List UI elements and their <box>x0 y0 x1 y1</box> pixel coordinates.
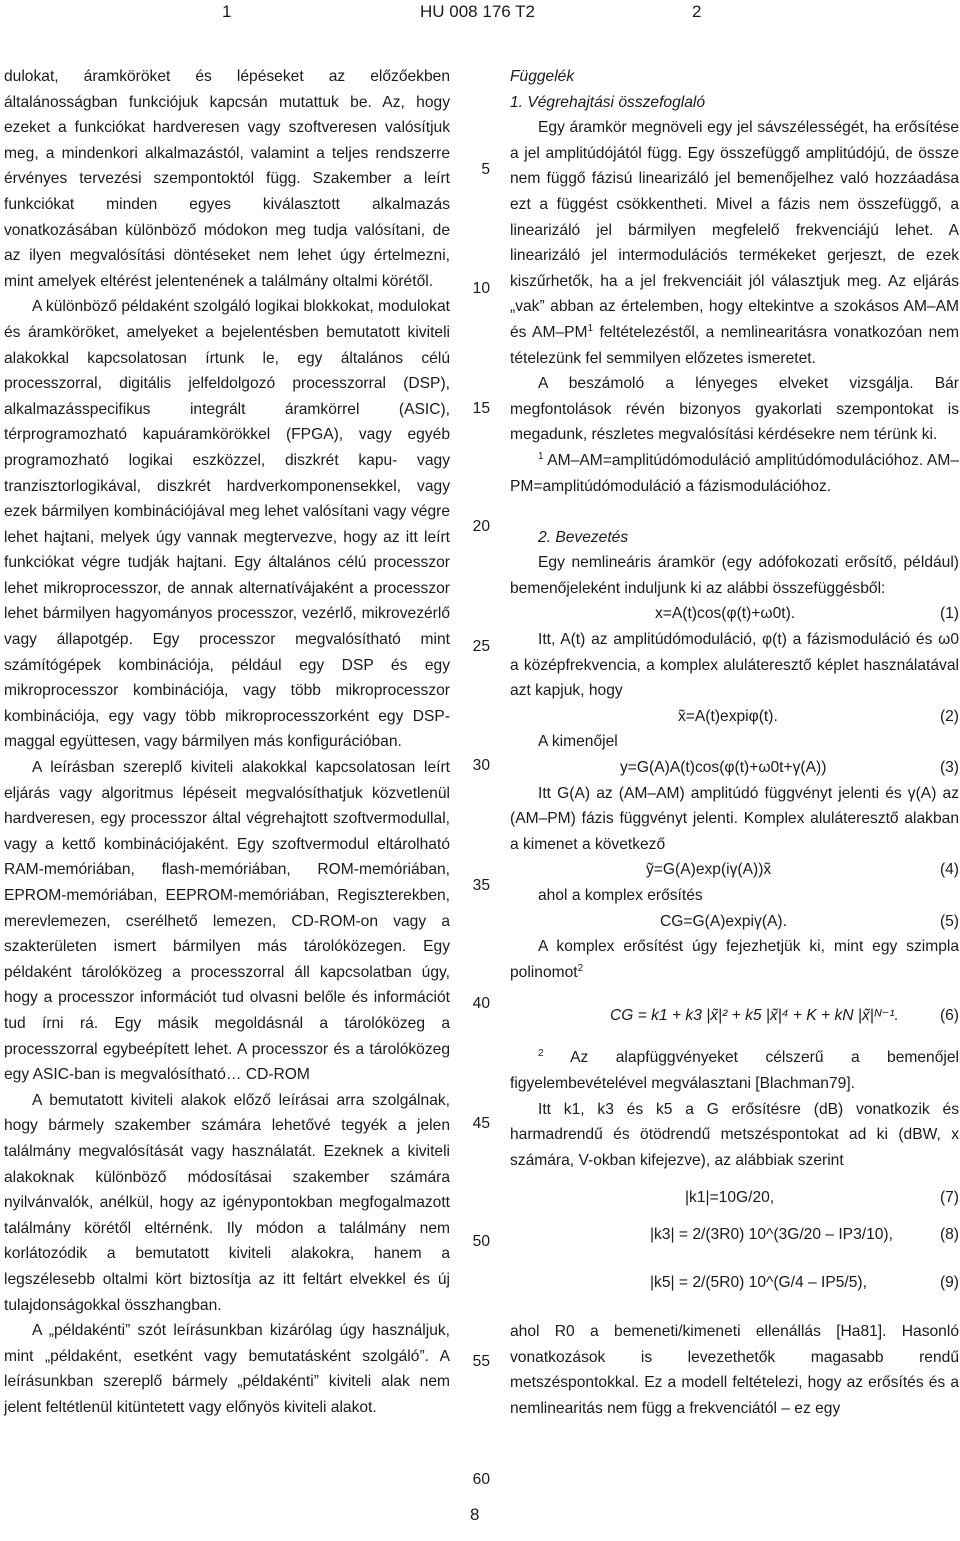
section-2-title: 2. Bevezetés <box>538 528 629 546</box>
equation-5-formula: CG=G(A)expiγ(A). <box>660 912 787 930</box>
footnote-1 <box>510 448 959 499</box>
equation-9 <box>510 1259 959 1307</box>
footnote-1-text: AM–AM=amplitúdómoduláció amplitúdómodulációhoz. AM–PM=amplitúdómoduláció a fázismodulációhoz. <box>510 451 959 495</box>
equation-1 <box>510 601 959 627</box>
right-paragraph-10: ahol R0 a bemeneti/kimeneti ellenállás [Ha81]. Hasonló vonatkozások is levezethetők magasabb rendű metszéspontokkal. Ez a modell feltételezi, hogy az erősítés és a nemlinearitás nem függ a frekvenciától – ez egy <box>510 1322 959 1417</box>
line-number: 10 <box>472 280 490 297</box>
line-number: 45 <box>472 1115 490 1132</box>
r8-text: A komplex erősítést úgy fejezhetjük ki, mint egy szimpla polinomot <box>510 938 959 981</box>
line-number: 60 <box>472 1471 490 1488</box>
right-paragraph-8 <box>510 934 959 985</box>
equation-3-formula: y=G(A)A(t)cos(φ(t)+ω0t+γ(A)) <box>620 759 827 777</box>
equation-4 <box>510 857 959 883</box>
equation-1-number: (1) <box>939 605 959 623</box>
right-paragraph-1 <box>510 115 959 371</box>
equation-5 <box>510 909 959 935</box>
footnote-ref-1: 1 <box>587 322 594 334</box>
equation-2 <box>510 704 959 730</box>
equation-3 <box>510 755 959 781</box>
line-number: 30 <box>472 757 490 774</box>
page-right-number: 2 <box>692 2 702 21</box>
r1-tail: feltételezéstől, a nemlinearitásra vonatkozóan nem tételezünk fel semmilyen előzetes ismeretet. <box>510 323 960 367</box>
equation-9-number: (9) <box>939 1274 959 1292</box>
footnote-2 <box>510 1045 959 1096</box>
appendix-title: Függelék <box>510 68 575 85</box>
line-number: 20 <box>472 518 490 535</box>
section-1-title: 1. Végrehajtási összefoglaló <box>510 93 706 111</box>
right-paragraph-7: ahol a komplex erősítés <box>538 887 703 904</box>
equation-7-formula: |k1|=10G/20, <box>685 1189 775 1207</box>
equation-4-number: (4) <box>939 861 959 879</box>
right-paragraph-4: Itt, A(t) az amplitúdómoduláció, φ(t) a fázismoduláció és ω0 a középfrekvencia, a komplex aluláteresztő képlet használatával azt kapjuk, hogy <box>510 631 959 700</box>
equation-5-number: (5) <box>939 912 959 930</box>
footnote-2-mark: 2 <box>538 1048 544 1060</box>
right-paragraph-9: Itt k1, k3 és k5 a G erősítésre (dB) vonatkozik és harmadrendű és ötödrendű metszéspontokat ad ki (dBW, x számára, V-okban kifejezve), az alábbiak szerint <box>510 1100 959 1169</box>
equation-7-number: (7) <box>939 1189 959 1207</box>
line-number: 15 <box>472 400 490 417</box>
equation-2-formula: x̃=A(t)expiφ(t). <box>678 707 778 725</box>
page-number: 8 <box>470 1505 480 1524</box>
r1-text: Egy áramkör megnöveli egy jel sávszélességét, ha erősítése a jel amplitúdójától függ. Egy összefüggő amplitúdójú, de össze nem függő fázisú linearizáló jel bemenőjelhez való hozzáadása ezt a függést csökkentheti. Mivel a fázis nem összefüggő, a linearizáló jel bármilyen megfelelő frekvenciájú lehet. A linearizáló jel intermodulációs termékeket gerjeszt, de ezek kiszűrhetők, ha a jel frekvenciáit jól választjuk meg. Az eljárás „vak” abban az értelemben, hogy eltekintve a szokásos AM–AM és AM–PM <box>510 119 959 341</box>
line-number: 50 <box>472 1233 490 1250</box>
line-number: 5 <box>481 161 490 178</box>
equation-7 <box>510 1185 959 1211</box>
right-paragraph-3: Egy nemlineáris áramkör (egy adófokozati erősítő, például) bemenőjeleként induljunk ki az alábbi összefüggésből: <box>510 554 959 597</box>
footnote-1-mark: 1 <box>538 450 544 462</box>
line-number: 40 <box>472 995 490 1012</box>
line-number: 55 <box>472 1353 490 1370</box>
left-paragraph-3: A leírásban szereplő kiviteli alakokkal kapcsolatosan leírt eljárás vagy algoritmus lépéseit megvalósíthatjuk közvetlenül hardveresen, egy processzor által végrehajtott szoftvermodullal, vagy a kettő kombinációjaként. Egy szoftvermodul eltárolható RAM-memóriában, flash-memóriában, ROM-memóriában, EPROM-memóriában, EEPROM-memóriában, Regiszterekben, merevlemezen, cserélhető lemezen, CD-ROM-on vagy a szakterületen ismert bármilyen más tárolóközegen. Egy példaként tárolóközeg a processzorral áll kapcsolatban úgy, hogy a processzor információt tud olvasni belőle és információt tud írni rá. Egy másik megoldásnál a tárolóközeg a processzorral egybeépített lehet. A processzor és a tárolóközeg egy ASIC-ban is megvalósítható… CD-ROM <box>4 759 450 1084</box>
equation-4-formula: ỹ=G(A)exp(iγ(A))x̃ <box>646 861 772 879</box>
right-paragraph-6: Itt G(A) az (AM–AM) amplitúdó függvényt jelenti és γ(A) az (AM–PM) fázis függvényt jelenti. Komplex aluláteresztő alakban a kimenet a következő <box>510 784 959 853</box>
left-paragraph-5: A „példakénti” szót leírásunkban kizárólag úgy használjuk, mint „példaként, esetként vagy bemutatásként szolgáló”. A leírásunkban szereplő bármely „példakénti” kiviteli alak nem jelent feltétlenül kitüntetett vagy előnyös kiviteli alakot. <box>4 1322 450 1416</box>
equation-3-number: (3) <box>939 759 959 777</box>
equation-6-number: (6) <box>939 1006 959 1024</box>
footnote-ref-2: 2 <box>577 962 584 974</box>
line-number: 25 <box>472 638 490 655</box>
equation-6-formula: CG = k1 + k3 |x̃|² + k5 |x̃|⁴ + K + kN |x̃|ᴺ⁻¹. <box>610 1006 899 1024</box>
left-paragraph-1: dulokat, áramköröket és lépéseket az előzőekben általánosságban funkciójuk kapcsán mutattuk be. Az, hogy ezeket a funkciókat hardveresen vagy szoftveresen valósítjuk meg, a mindenkori alkalmazástól, valamint a teljes rendszerre érvényes tervezési szempontoktól függ. Szakember a leírt funkciókat minden egyes kiválasztott alkalmazás vonatkozásában különböző módokon meg tudja valósítani, de az ilyen megvalósítási döntéseket nem lehet úgy értelmezni, mint amelyek eltérést jelentenének a találmány oltalmi körétől. <box>4 68 450 290</box>
equation-6 <box>510 985 959 1045</box>
equation-9-formula: |k5| = 2/(5R0) 10^(G/4 – IP5/5), <box>650 1274 867 1292</box>
equation-8-formula: |k3| = 2/(3R0) 10^(3G/20 – IP3/10), <box>650 1226 893 1244</box>
left-paragraph-4: A bemutatott kiviteli alakok előző leírásai arra szolgálnak, hogy bármely szakember számára lehetővé tegyék a jelen találmány megvalósítását vagy használatát. Ezeknek a kiviteli alakoknak különböző módosításai szakember számára nyilvánvalók, anélkül, hogy az igénypontokban megfogalmazott találmány körétől eltérnénk. Ily módon a találmány nem korlátozódik a bemutatott kiviteli alakokra, hanem a legszélesebb oltalmi kört biztosítja az itt feltárt elvekkel és új tulajdonságokkal összhangban. <box>4 1091 450 1314</box>
equation-1-formula: x=A(t)cos(φ(t)+ω0t). <box>655 605 796 623</box>
document-id: HU 008 176 T2 <box>420 2 535 21</box>
page-left-number: 1 <box>222 2 232 21</box>
right-column <box>510 64 959 1421</box>
left-paragraph-2: A különböző példaként szolgáló logikai blokkokat, modulokat és áramköröket, amelyeket a bejelentésben bemutatott kiviteli alakokkal kapcsolatosan írtunk le, egy általános célú processzorral, digitális jelfeldolgozó processzorral (DSP), alkalmazásspecifikus integrált áramkörrel (ASIC), térprogramozható kapuáramkörökkel (FPGA), vagy egyéb programozható logikai eszközzel, diszkrét kapu- vagy tranzisztorlogikával, diszkrét hardverkomponensekkel, vagy ezek bármilyen kombinációjával meg lehet valósítani vagy végre lehet hajtani, melyek úgy vannak megtervezve, hogy az itt leírt funkciókat végre tudják hajtani. Egy általános célú processzor lehet mikroprocesszor, de annak alternatívájaként a processzor lehet bármilyen hagyományos processzor, vezérlő, mikrovezérlő vagy állapotgép. Egy processzor megvalósítható mint számítógépek kombinációja, például egy DSP és egy mikroprocesszor kombinációja, vagy több mikroprocesszor kombinációja, egy vagy több mikroprocesszorként egy DSP-maggal együttesen, vagy bármilyen más konfigurációban. <box>4 298 450 751</box>
left-column <box>4 64 450 1420</box>
equation-8-number: (8) <box>939 1226 959 1244</box>
line-number: 35 <box>472 877 490 894</box>
footnote-2-text: Az alapfüggvényeket célszerű a bemenőjel figyelembevételével megválasztani [Blachman79]. <box>510 1049 959 1092</box>
right-paragraph-5: A kimenőjel <box>538 733 618 751</box>
right-paragraph-2: A beszámoló a lényeges elveket vizsgálja. Bár megfontolások révén bizonyos gyakorlati szempontokat is megadunk, részletes megvalósítási kérdésekre nem térünk ki. <box>510 375 959 444</box>
equation-8 <box>510 1211 959 1259</box>
equation-2-number: (2) <box>939 707 959 725</box>
